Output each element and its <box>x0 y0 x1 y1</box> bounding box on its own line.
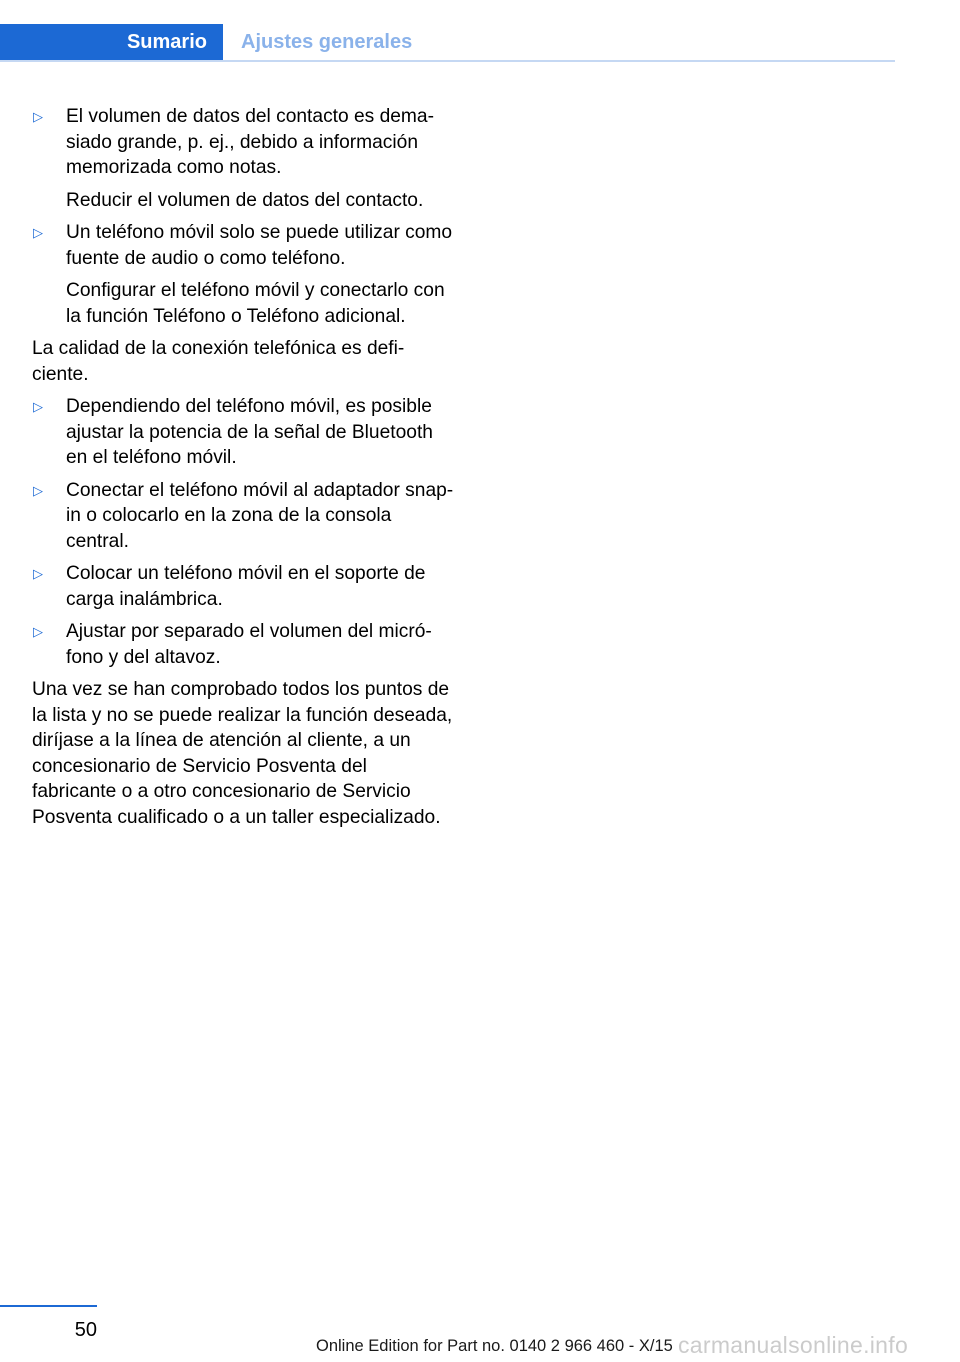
list-item-text: Conectar el teléfono móvil al adaptador snap-in o colocarlo en la zona de la consola central. <box>66 479 454 552</box>
footer-divider <box>0 1305 97 1307</box>
paragraph-contact-service: Una vez se han comprobado todos los puntos de la lista y no se puede realizar la función deseada, diríjase a la línea de atención al cliente, a un concesionario de Servicio Posventa del fabricante o a otro concesionario de Servicio Posventa cualificado o a un taller especializado. <box>32 679 453 828</box>
paragraph-connection-quality: La calidad de la conexión telefónica es deficiente. <box>32 338 405 385</box>
list-item-remedy: Configurar el teléfono móvil y conectarlo con la función Teléfono o Teléfono adicional. <box>66 280 445 327</box>
list-item <box>32 561 454 612</box>
triangle-bullet-icon: ▷ <box>33 225 43 240</box>
list-item-text: Colocar un teléfono móvil en el soporte de carga inalámbrica. <box>66 563 426 610</box>
watermark: carmanualsonline.info <box>678 1332 909 1358</box>
list-item-text: El volumen de datos del contacto es demasiado grande, p. ej., debido a información memorizada como notas. <box>66 106 434 178</box>
page-header <box>0 0 895 62</box>
list-item <box>32 478 454 555</box>
tab-sumario[interactable]: Sumario <box>0 24 223 61</box>
page-number: 50 <box>74 1319 97 1341</box>
triangle-bullet-icon: ▷ <box>33 624 43 639</box>
triangle-bullet-icon: ▷ <box>33 109 43 124</box>
list-item <box>32 104 454 213</box>
triangle-bullet-icon: ▷ <box>33 399 43 414</box>
triangle-bullet-icon: ▷ <box>33 566 43 581</box>
tab-ajustes-generales[interactable]: Ajustes generales <box>241 31 413 53</box>
list-item-text: Dependiendo del teléfono móvil, es posible ajustar la potencia de la señal de Bluetooth en el teléfono móvil. <box>66 396 433 468</box>
list-item <box>32 220 454 329</box>
list-item <box>32 394 454 471</box>
list-item-remedy: Reducir el volumen de datos del contacto. <box>66 189 424 211</box>
page-content <box>32 104 454 830</box>
header-divider <box>0 60 895 62</box>
list-item-text: Ajustar por separado el volumen del micrófono y del altavoz. <box>66 621 432 668</box>
edition-info: Online Edition for Part no. 0140 2 966 460 - X/15 <box>316 1337 673 1355</box>
triangle-bullet-icon: ▷ <box>33 482 43 498</box>
list-item-text: Un teléfono móvil solo se puede utilizar como fuente de audio o como teléfono. <box>66 222 453 269</box>
list-item <box>32 619 454 670</box>
